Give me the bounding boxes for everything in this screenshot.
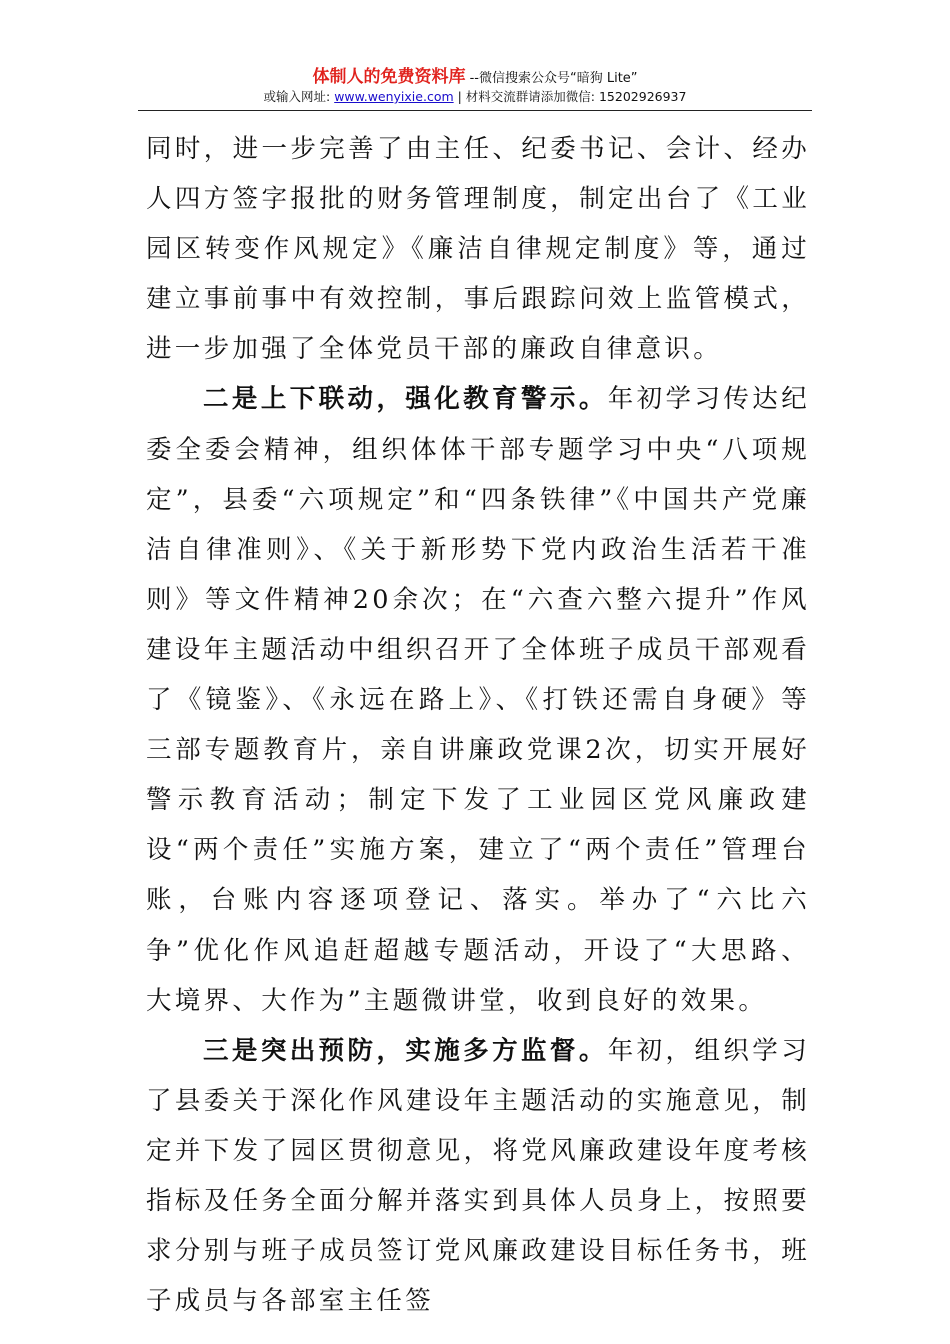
header-url-prefix: 或输入网址: (263, 89, 335, 104)
page-header (0, 68, 950, 106)
header-website-link[interactable]: www.wenyixie.com (334, 89, 454, 104)
paragraph-2-text: 年初学习传达纪委全委会精神，组织体体干部专题学习中央“八项规定”，县委“六项规定”和“四条铁律”《中国共产党廉洁自律准则》、《关于新形势下党内政治生活若干准则》等文件精神20余次；在“六查六整六提升”作风建设年主题活动中组织召开了全体班子成员干部观看了《镜鉴》、《永远在路上》、《打铁还需自身硬》等三部专题教育片，亲自讲廉政党课2次，切实开展好警示教育活动；制定下发了工业园区党风廉政建设“两个责任”实施方案，建立了“两个责任”管理台账，台账内容逐项登记、落实。举办了“六比六争”优化作风追赶超越专题活动，开设了“大思路、大境界、大作为”主题微讲堂，收到良好的效果。 (146, 384, 810, 1016)
paragraph-3-text: 年初，组织学习了县委关于深化作风建设年主题活动的实施意见，制定并下发了园区贯彻意见，将党风廉政建设年度考核指标及任务全面分解并落实到具体人员身上，按照要求分别与班子成员签订党风廉政建设目标任务书，班子成员与各部室主任签 (146, 1035, 810, 1317)
header-promo-line (0, 68, 950, 87)
paragraph-1-text: 同时，进一步完善了由主任、纪委书记、会计、经办人四方签字报批的财务管理制度，制定出台了《工业园区转变作风规定》《廉洁自律规定制度》等，通过建立事前事中有效控制，事后跟踪问效上监管模式，进一步加强了全体党员干部的廉政自律意识。 (146, 134, 810, 365)
paragraph-2 (146, 374, 810, 1025)
header-divider (138, 110, 812, 111)
paragraph-3-heading: 三是突出预防，实施多方监督。 (203, 1035, 608, 1066)
paragraph-3 (146, 1026, 810, 1327)
paragraph-1 (146, 124, 810, 374)
document-body (146, 124, 810, 1326)
header-tagline: --微信搜索公众号“暗狗 Lite” (465, 71, 638, 86)
header-contact-line (0, 88, 950, 106)
header-contact-suffix: | 材料交流群请添加微信: 15202926937 (453, 89, 687, 104)
paragraph-2-heading: 二是上下联动，强化教育警示。 (203, 384, 608, 415)
header-brand: 体制人的免费资料库 (312, 67, 466, 87)
